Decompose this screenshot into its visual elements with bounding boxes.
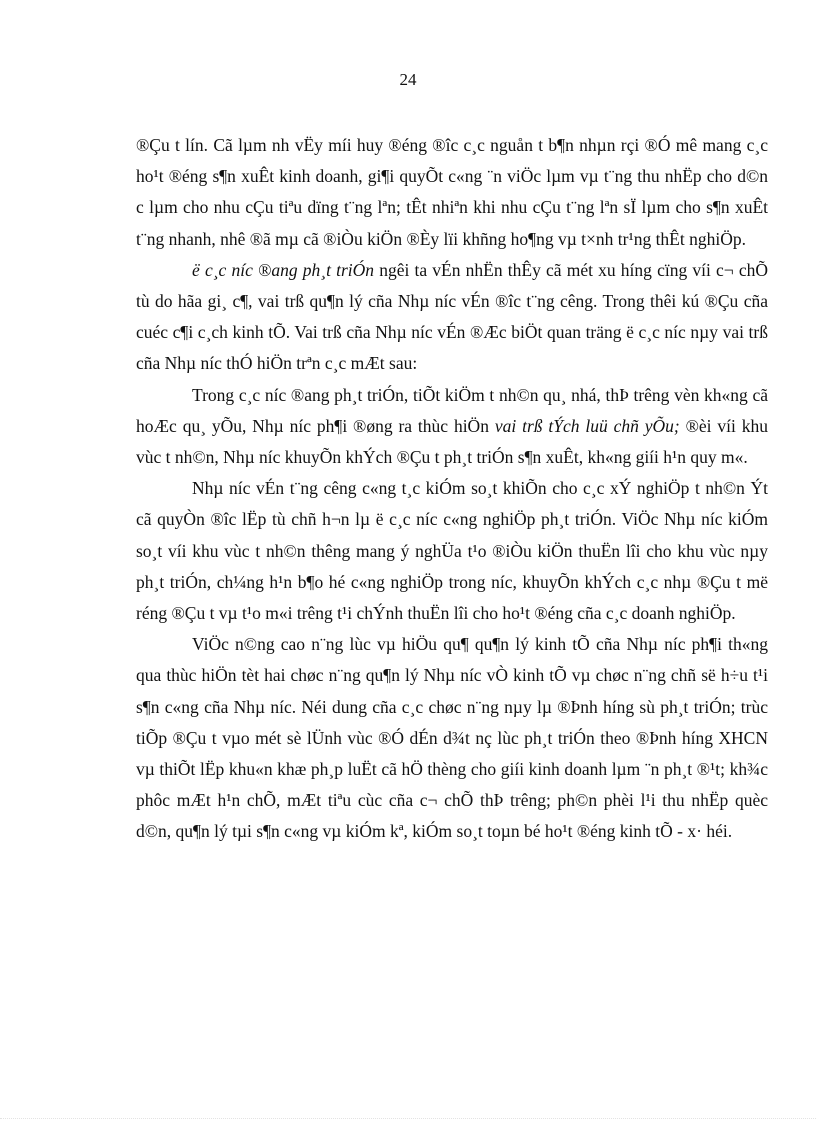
paragraph-2-italic-lead: ë c¸c níc ®ang ph¸t triÓn (192, 259, 375, 280)
paragraph-3-text-b: ®èi víi khu vùc t nh©n, Nhµ níc khuyÕn khÝch ®Çu t ph¸t triÓn s¶n xuÊt, kh«ng giíi h¹n quy m«. (136, 415, 769, 468)
document-body (136, 130, 768, 848)
paragraph-3 (136, 380, 768, 474)
paragraph-3-text-a: Trong c¸c níc ®ang ph¸t triÓn, tiÕt kiÖm t nh©n qu¸ nhá, thÞ trêng vèn kh«ng cã hoÆc qu¸ yÕu, Nhµ níc ph¶i ®øng ra thùc hiÖn (136, 384, 768, 436)
paragraph-2-text: ngêi ta vÉn nhËn thÊy cã mét xu híng cïng víi c¬ chÕ tù do hãa gi¸ c¶, vai trß qu¶n lý cña Nhµ níc vÉn ®îc t¨ng cêng. Trong thêi kú ®Çu cña cuéc c¶i c¸ch kinh tÕ. Vai trß cña Nhµ níc vÉn ®Æc biÖt quan träng ë c¸c níc nµy vai trß cña Nhµ níc thÓ hiÖn trªn c¸c mÆt sau: (136, 259, 768, 374)
paragraph-1-text: ®Çu t lín. Cã lµm nh vËy míi huy ®éng ®îc c¸c nguån t b¶n nhµn rçi ®Ó mê mang c¸c ho¹t ®éng s¶n xuÊt kinh doanh, gi¶i quyÕt c«ng ¨n viÖc lµm vµ t¨ng thu nhËp cho d©n c lµm cho nhu cÇu tiªu dïng t¨ng lªn; tÊt nhiªn khi nhu cÇu t¨ng lªn sÏ lµm cho s¶n xuÊt t¨ng nhanh, nhê ®ã mµ cã ®iÒu kiÖn ®Èy lïi khñng ho¶ng vµ t×nh tr¹ng thÊt nghiÖp. (136, 135, 768, 249)
paragraph-2 (136, 255, 768, 380)
paragraph-5 (136, 629, 768, 847)
paragraph-5-text: ViÖc n©ng cao n¨ng lùc vµ hiÖu qu¶ qu¶n lý kinh tÕ cña Nhµ níc ph¶i th«ng qua thùc hiÖn tèt hai chøc n¨ng qu¶n lý Nhµ níc vÒ kinh tÕ vµ chøc n¨ng chñ së h÷u t¹i s¶n c«ng cña Nhµ níc. Néi dung cña c¸c chøc n¨ng nµy lµ ®Þnh híng sù ph¸t triÓn; trùc tiÕp ®Çu t vµo mét sè lÜnh vùc ®Ó dÉn d¾t nç lùc ph¸t triÓn theo ®Þnh híng XHCN vµ thiÕt lËp khu«n khæ ph¸p luËt cã hÖ thèng cho giíi kinh doanh lµm ¨n ph¸t ®¹t; kh¾c phôc mÆt h¹n chÕ, mÆt tiªu cùc cña c¬ chÕ thÞ trêng; ph©n phèi l¹i thu nhËp quèc d©n, qu¶n lý tµi s¶n c«ng vµ kiÓm kª, kiÓm so¸t toµn bé ho¹t ®éng kinh tÕ - x· héi. (136, 634, 768, 842)
paragraph-3-italic: vai trß tÝch luü chñ yÕu; (494, 415, 680, 436)
paragraph-4-text: Nhµ níc vÉn t¨ng cêng c«ng t¸c kiÓm so¸t khiÕn cho c¸c xÝ nghiÖp t nh©n Ýt cã quyÒn ®îc lËp tù chñ h¬n lµ ë c¸c níc c«ng nghiÖp ph¸t triÓn. ViÖc Nhµ níc kiÓm so¸t víi khu vùc t nh©n thêng mang ý nghÜa t¹o ®iÒu kiÖn thuËn lîi cho khu vùc nµy ph¸t triÓn, ch¼ng h¹n b¶o hé c«ng nghiÖp trong níc, khuyÕn khÝch c¸c nhµ ®Çu t më réng ®Çu t vµ t¹o m«i trêng t¹i chÝnh thuËn lîi cho ho¹t ®éng cña c¸c doanh nghiÖp. (136, 478, 768, 624)
page-number: 24 (399, 70, 417, 89)
paragraph-4 (136, 473, 768, 629)
paragraph-1 (136, 130, 768, 255)
page-bottom-rule (0, 1118, 816, 1119)
